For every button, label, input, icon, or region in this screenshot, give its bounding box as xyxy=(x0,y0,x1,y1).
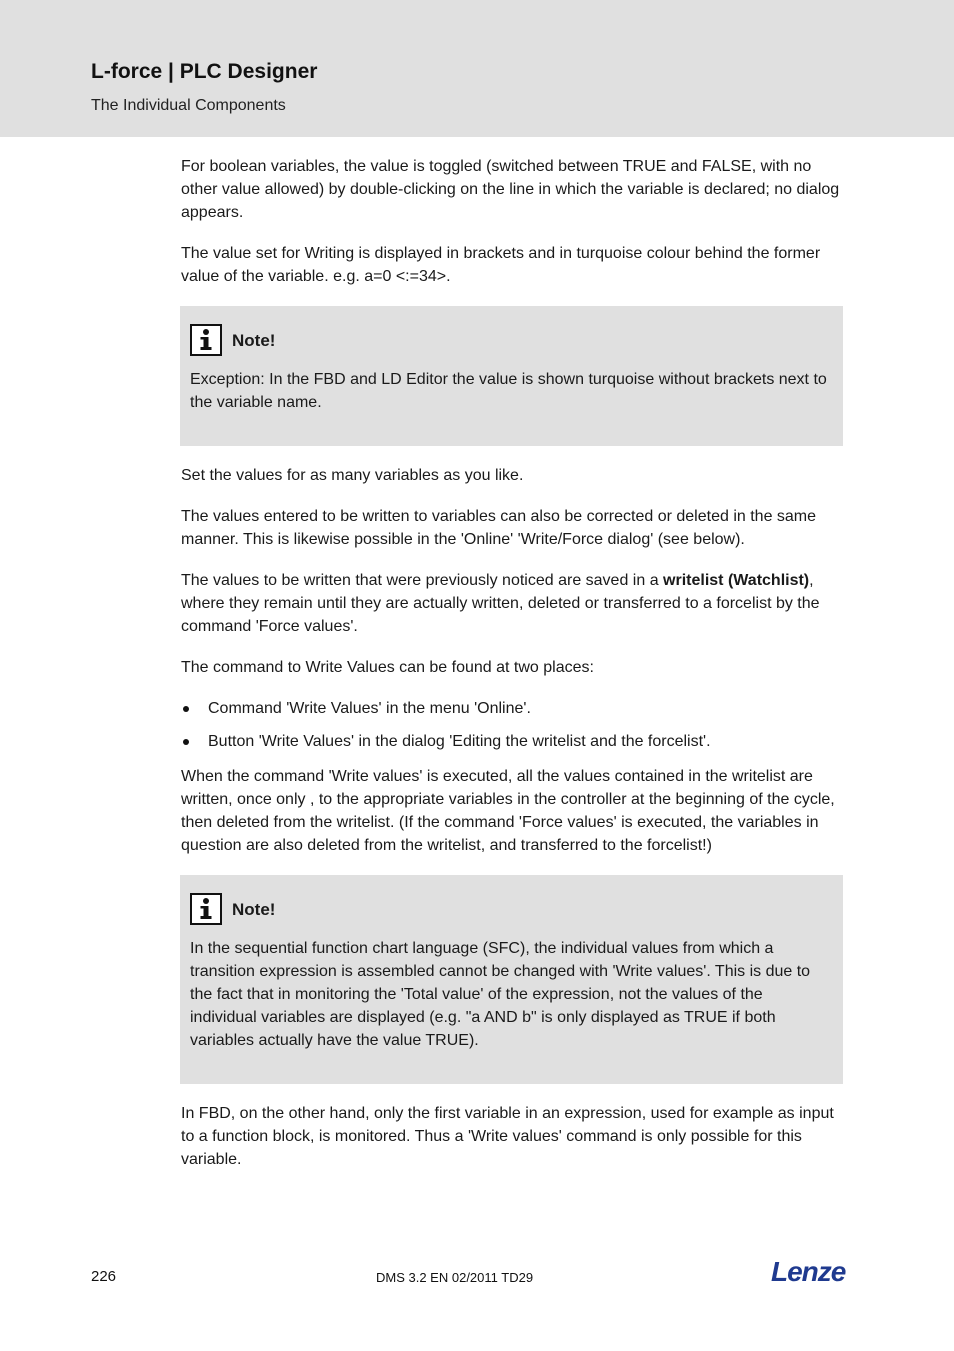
page-header xyxy=(0,0,954,137)
note-text: Exception: In the FBD and LD Editor the value is shown turquoise without brackets next to the variable name. xyxy=(190,371,827,411)
note-text: In the sequential function chart language (SFC), the individual values from which a transition expression is assembled cannot be changed with 'Write values'. This is due to the fact that in monitoring the 'Total value' of the expression, not the values of the individual variables are displayed (e.g. "a AND b" is only displayed as TRUE if both variables actually have the value TRUE). xyxy=(190,940,811,1049)
document-id: DMS 3.2 EN 02/2011 TD29 xyxy=(376,1270,534,1285)
header-subtitle: The Individual Components xyxy=(91,97,286,114)
info-icon xyxy=(190,324,222,356)
paragraph-write-executed: When the command 'Write values' is executed, all the values contained in the writelist are written, once only , to the appropriate variables in the controller at the beginning of the cycle, then deleted from the writelist. (If the command 'Force values' is executed, the variables in question are also deleted from the writelist, and transferred to the forcelist!) xyxy=(181,768,835,854)
header-title: L-force | PLC Designer xyxy=(91,60,318,83)
info-icon xyxy=(190,893,222,925)
list-item: Command 'Write Values' in the menu 'Online'. xyxy=(181,697,843,720)
paragraph-correct-values: The values entered to be written to variables can also be corrected or deleted in the same manner. This is likewise possible in the 'Online' 'Write/Force dialog' (see below). xyxy=(181,508,817,548)
list-item: Button 'Write Values' in the dialog 'Editing the writelist and the forcelist'. xyxy=(181,730,843,753)
paragraph-write-display: The value set for Writing is displayed in brackets and in turquoise colour behind the former value of the variable. e.g. a=0 <:=34>. xyxy=(181,245,821,285)
note-box xyxy=(180,875,843,1084)
bullet-list xyxy=(181,697,843,753)
paragraph-boolean-toggle: For boolean variables, the value is toggled (switched between TRUE and FALSE, with no other value allowed) by double-clicking on the line in which the variable is declared; no dialog appears. xyxy=(181,158,840,221)
note-label: Note! xyxy=(232,330,276,350)
note-box xyxy=(180,306,843,446)
note-header xyxy=(190,889,829,929)
paragraph-set-values: Set the values for as many variables as you like. xyxy=(181,467,524,484)
writelist-term: writelist (Watchlist) xyxy=(663,572,810,589)
note-label: Note! xyxy=(232,899,276,919)
main-content xyxy=(181,155,843,1189)
paragraph-writelist xyxy=(181,569,843,638)
writelist-text-pre: The values to be written that were previously noticed are saved in a xyxy=(181,572,664,589)
page-number: 226 xyxy=(91,1268,117,1285)
paragraph-fbd: In FBD, on the other hand, only the first variable in an expression, used for example as input to a function block, is monitored. Thus a 'Write values' command is only possible for this variable. xyxy=(181,1105,834,1168)
note-header xyxy=(190,320,829,360)
paragraph-command-places: The command to Write Values can be found at two places: xyxy=(181,659,594,676)
lenze-logo: Lenze xyxy=(771,1256,846,1287)
writelist-text-post: , where they remain until they are actually written, deleted or transferred to a forcelist by the command 'Force values'. xyxy=(181,572,820,635)
